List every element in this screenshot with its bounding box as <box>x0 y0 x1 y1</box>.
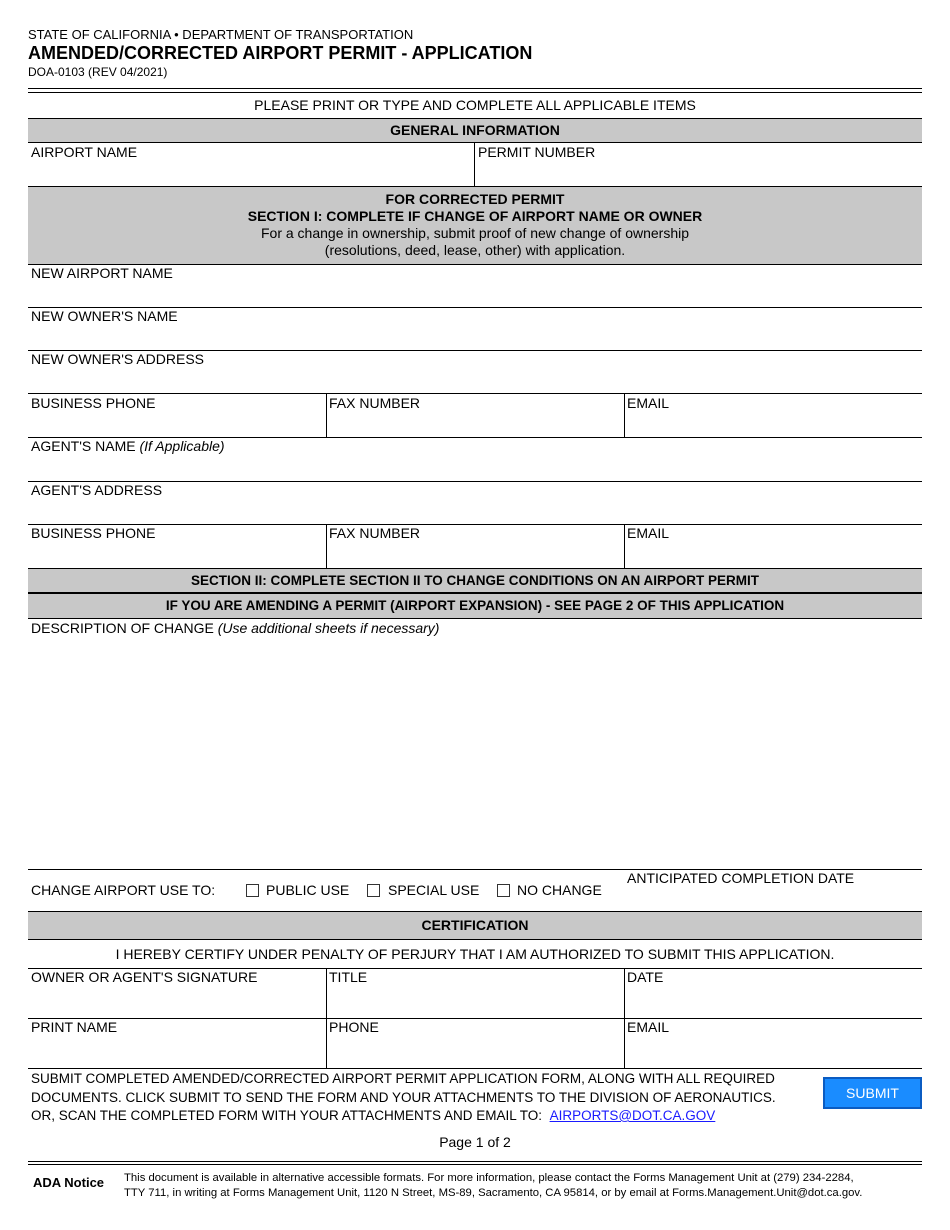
section-1-title: FOR CORRECTED PERMIT <box>385 191 565 207</box>
email-input[interactable] <box>627 414 923 438</box>
public-use-label: PUBLIC USE <box>266 882 350 898</box>
submit-line-1: SUBMIT COMPLETED AMENDED/CORRECTED AIRPORT PERMIT APPLICATION FORM, ALONG WITH ALL REQUIRED <box>31 1071 775 1086</box>
divider <box>28 1164 922 1165</box>
agent-name-label <box>31 438 225 454</box>
description-note: (Use additional sheets if necessary) <box>217 620 440 636</box>
agent-name-input[interactable] <box>30 457 922 481</box>
special-use-checkbox[interactable] <box>367 884 380 897</box>
instructions: PLEASE PRINT OR TYPE AND COMPLETE ALL APPLICABLE ITEMS <box>254 97 696 113</box>
new-airport-name-input[interactable] <box>30 284 922 308</box>
phone-label: PHONE <box>329 1019 379 1035</box>
title-input[interactable] <box>329 990 625 1016</box>
divider <box>28 1018 922 1019</box>
cert-email-input[interactable] <box>627 1040 923 1066</box>
divider <box>326 524 327 568</box>
description-label-text: DESCRIPTION OF CHANGE <box>31 620 214 636</box>
business-phone-label: BUSINESS PHONE <box>31 395 156 411</box>
date-label: DATE <box>627 969 664 985</box>
completion-date-input[interactable] <box>627 889 923 911</box>
special-use-label: SPECIAL USE <box>388 882 480 898</box>
divider <box>624 393 625 437</box>
divider <box>28 92 922 93</box>
public-use-checkbox[interactable] <box>246 884 259 897</box>
fax-number-label: FAX NUMBER <box>329 395 421 411</box>
divider <box>28 88 922 89</box>
divider <box>28 393 922 394</box>
date-input[interactable] <box>627 990 923 1016</box>
new-owner-address-input[interactable] <box>30 370 922 394</box>
permit-number-label: PERMIT NUMBER <box>478 144 596 160</box>
submit-instructions <box>31 1070 821 1126</box>
submit-line-3 <box>31 1107 821 1126</box>
no-change-checkbox[interactable] <box>497 884 510 897</box>
cert-email-label: EMAIL <box>627 1019 670 1035</box>
agent-name-note: (If Applicable) <box>139 438 225 454</box>
new-owner-address-label: NEW OWNER'S ADDRESS <box>31 351 205 367</box>
divider <box>28 1068 922 1069</box>
section-1-subtitle: SECTION I: COMPLETE IF CHANGE OF AIRPORT NAME OR OWNER <box>247 208 703 224</box>
form-revision: DOA-0103 (REV 04/2021) <box>28 65 168 79</box>
airport-name-label: AIRPORT NAME <box>31 144 138 160</box>
section-1-heading <box>28 186 922 265</box>
print-name-input[interactable] <box>30 1040 326 1066</box>
agent-fax-number-input[interactable] <box>329 544 625 568</box>
phone-input[interactable] <box>329 1040 625 1066</box>
submit-button[interactable]: SUBMIT <box>823 1077 922 1109</box>
submit-line-3-text: OR, SCAN THE COMPLETED FORM WITH YOUR ATTACHMENTS AND EMAIL TO: <box>31 1108 543 1123</box>
divider <box>326 393 327 437</box>
agent-address-label: AGENT'S ADDRESS <box>31 482 163 498</box>
page-indicator: Page 1 of 2 <box>439 1134 511 1150</box>
divider <box>624 524 625 568</box>
ownership-note: For a change in ownership, submit proof of new change of ownership <box>260 225 690 241</box>
new-airport-name-label: NEW AIRPORT NAME <box>31 265 173 281</box>
agent-business-phone-label: BUSINESS PHONE <box>31 525 156 541</box>
agent-fax-number-label: FAX NUMBER <box>329 525 421 541</box>
permit-number-input[interactable] <box>478 162 922 186</box>
email-link[interactable]: AIRPORTS@DOT.CA.GOV <box>549 1108 716 1123</box>
fax-number-input[interactable] <box>329 414 625 438</box>
section-2-heading: SECTION II: COMPLETE SECTION II TO CHANGE CONDITIONS ON AN AIRPORT PERMIT <box>28 568 922 593</box>
agent-business-phone-input[interactable] <box>30 544 326 568</box>
signature-input[interactable] <box>30 990 326 1016</box>
description-textarea[interactable] <box>30 640 922 868</box>
divider <box>28 1161 922 1162</box>
certification-statement: I HEREBY CERTIFY UNDER PENALTY OF PERJURY THAT I AM AUTHORIZED TO SUBMIT THIS APPLICATION. <box>115 946 835 962</box>
agent-email-label: EMAIL <box>627 525 670 541</box>
new-owner-name-label: NEW OWNER'S NAME <box>31 308 178 324</box>
divider <box>28 524 922 525</box>
title-label: TITLE <box>329 969 368 985</box>
new-owner-name-input[interactable] <box>30 327 922 351</box>
section-2-subheading: IF YOU ARE AMENDING A PERMIT (AIRPORT EXPANSION) - SEE PAGE 2 OF THIS APPLICATION <box>28 593 922 619</box>
ownership-note-2: (resolutions, deed, lease, other) with application. <box>324 242 626 258</box>
general-info-heading: GENERAL INFORMATION <box>28 118 922 143</box>
agency-line: STATE OF CALIFORNIA • DEPARTMENT OF TRANSPORTATION <box>28 27 414 42</box>
airport-name-input[interactable] <box>30 162 474 186</box>
submit-line-2: DOCUMENTS. CLICK SUBMIT TO SEND THE FORM AND YOUR ATTACHMENTS TO THE DIVISION OF AERONAUTICS. <box>31 1089 776 1105</box>
ada-notice-title: ADA Notice <box>33 1175 105 1190</box>
no-change-label: NO CHANGE <box>517 882 602 898</box>
ada-line-1: This document is available in alternative accessible formats. For more information, please contact the Forms Management Unit at (279) 234-2284, <box>124 1172 854 1184</box>
agent-name-label-text: AGENT'S NAME <box>31 438 136 454</box>
business-phone-input[interactable] <box>30 414 326 438</box>
ada-notice-text <box>124 1171 924 1201</box>
certification-heading: CERTIFICATION <box>28 911 922 940</box>
description-label <box>31 620 439 636</box>
agent-email-input[interactable] <box>627 544 923 568</box>
change-use-label: CHANGE AIRPORT USE TO: <box>31 882 216 898</box>
signature-label: OWNER OR AGENT'S SIGNATURE <box>31 969 258 985</box>
divider <box>28 481 922 482</box>
form-title: AMENDED/CORRECTED AIRPORT PERMIT - APPLICATION <box>28 43 533 63</box>
print-name-label: PRINT NAME <box>31 1019 118 1035</box>
agent-address-input[interactable] <box>30 501 922 525</box>
email-label: EMAIL <box>627 395 670 411</box>
completion-date-label: ANTICIPATED COMPLETION DATE <box>627 870 855 886</box>
ada-line-2: TTY 711, in writing at Forms Management Unit, 1120 N Street, MS-89, Sacramento, CA 95814, or by email at Forms.Management.Unit@dot.ca.gov. <box>124 1187 863 1199</box>
divider <box>474 143 475 186</box>
